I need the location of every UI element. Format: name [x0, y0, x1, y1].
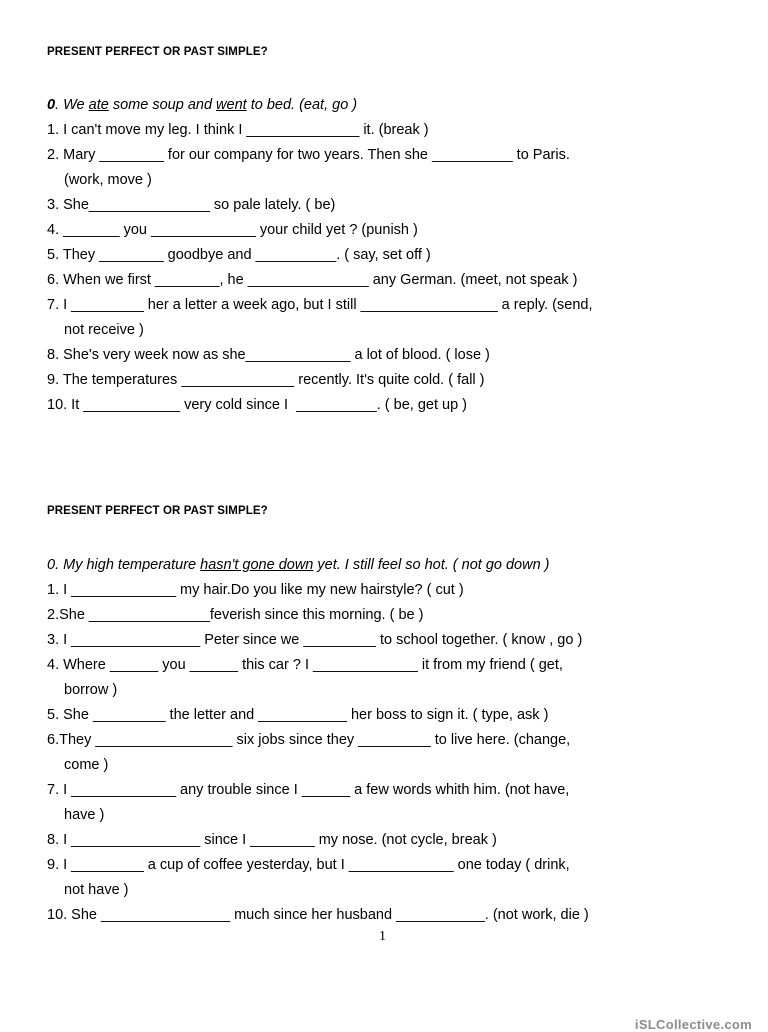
watermark: iSLCollective.com — [634, 1017, 752, 1032]
page-number: 1 — [379, 929, 386, 944]
exercise-item-continuation: not receive ) — [64, 322, 144, 338]
example-text: yet. I still feel so hot. ( not go down ) — [313, 557, 550, 573]
exercise-item: 1. I _____________ my hair.Do you like my new hairstyle? ( cut ) — [47, 582, 464, 598]
example-answer: ate — [88, 97, 109, 113]
exercise-item-continuation: not have ) — [64, 882, 129, 898]
exercise-item: 7. I _________ her a letter a week ago, but I still _________________ a reply. (send, — [47, 297, 593, 313]
example-number: 0 — [47, 97, 56, 113]
exercise-list-2 — [47, 555, 687, 930]
exercise-item-continuation: (work, move ) — [64, 172, 152, 188]
example-sentence — [47, 555, 687, 580]
exercise-item: 4. Where ______ you ______ this car ? I _____________ it from my friend ( get, — [47, 657, 563, 673]
section-1-title: PRESENT PERFECT OR PAST SIMPLE? — [47, 46, 268, 58]
exercise-item: 1. I can't move my leg. I think I ______________ it. (break ) — [47, 122, 429, 138]
exercise-item-continuation: have ) — [64, 807, 105, 823]
exercise-item: 7. I _____________ any trouble since I ______ a few words whith him. (not have, — [47, 782, 570, 798]
exercise-list-1 — [47, 95, 687, 420]
section-2-title: PRESENT PERFECT OR PAST SIMPLE? — [47, 505, 268, 517]
exercise-item: 9. The temperatures ______________ recently. It's quite cold. ( fall ) — [47, 372, 485, 388]
example-text: to bed. (eat, go ) — [246, 97, 358, 113]
example-answer: went — [216, 97, 247, 113]
exercise-item: 2. Mary ________ for our company for two years. Then she __________ to Paris. — [47, 147, 570, 163]
exercise-item: 6. When we first ________, he _______________ any German. (meet, not speak ) — [47, 272, 578, 288]
example-text: some soup and — [108, 97, 217, 113]
exercise-item: 10. She ________________ much since her husband ___________. (not work, die ) — [47, 907, 589, 923]
exercise-item: 4. _______ you _____________ your child yet ? (punish ) — [47, 222, 418, 238]
exercise-item: 2.She _______________feverish since this morning. ( be ) — [47, 607, 424, 623]
example-text: 0. My high temperature — [47, 557, 201, 573]
exercise-item: 9. I _________ a cup of coffee yesterday, but I _____________ one today ( drink, — [47, 857, 570, 873]
example-sentence — [47, 95, 687, 120]
exercise-item: 5. She _________ the letter and ___________ her boss to sign it. ( type, ask ) — [47, 707, 549, 723]
exercise-item-continuation: come ) — [64, 757, 109, 773]
exercise-item: 10. It ____________ very cold since I __________. ( be, get up ) — [47, 397, 467, 413]
exercise-item: 8. I ________________ since I ________ my nose. (not cycle, break ) — [47, 832, 497, 848]
exercise-item: 3. I ________________ Peter since we _________ to school together. ( know , go ) — [47, 632, 583, 648]
example-text: . We — [55, 97, 89, 113]
exercise-item: 8. She's very week now as she_____________ a lot of blood. ( lose ) — [47, 347, 490, 363]
exercise-item-continuation: borrow ) — [64, 682, 118, 698]
exercise-item: 6.They _________________ six jobs since they _________ to live here. (change, — [47, 732, 571, 748]
example-answer: hasn't gone down — [200, 557, 314, 573]
exercise-item: 3. She_______________ so pale lately. ( be) — [47, 197, 336, 213]
exercise-item: 5. They ________ goodbye and __________. ( say, set off ) — [47, 247, 431, 263]
